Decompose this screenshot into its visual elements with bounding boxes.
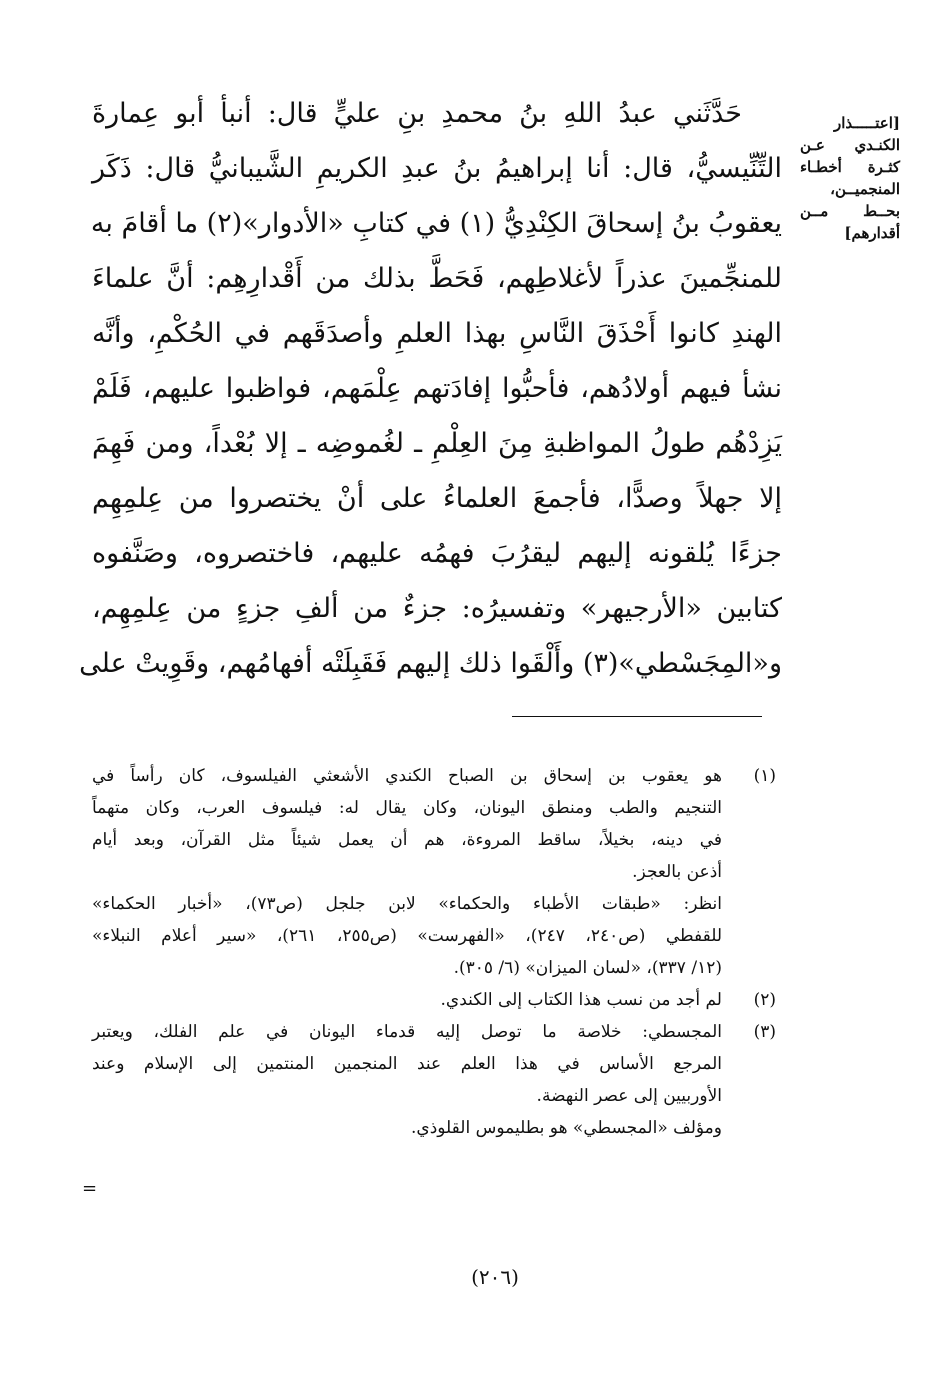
main-text-line: يعقوبُ بنُ إسحاقَ الكِنْدِيُّ (١) في كتابِ «الأدوار»(٢) ما أقامَ به bbox=[90, 208, 782, 239]
margin-note-line: الكنـدي عـن bbox=[800, 136, 900, 154]
main-text-line: الهندِ كانوا أَحْذَقَ النَّاسِ بهذا العلمِ وأصدَقَهم في الحُكْمِ، وأنَّه bbox=[92, 318, 782, 349]
margin-note-line: كثـرة أخطـاء bbox=[800, 158, 900, 176]
footnote-line: ومؤلف «المجسطي» هو بطليموس القلوذي. bbox=[410, 1118, 722, 1138]
main-text-line: حَدَّثَني عبدُ اللهِ بنُ محمدِ بنِ عليٍّ قال: أنبأ أبو عِمارةَ bbox=[92, 98, 742, 129]
footnote-2 bbox=[92, 984, 782, 1016]
footnote-line: الأوربيين إلى عصر النهضة. bbox=[536, 1086, 722, 1106]
main-text-line: إلا جهلاً وصدًّا، فأجمعَ العلماءُ على أنْ يختصروا من عِلمِهِم bbox=[92, 483, 782, 514]
footnote-3 bbox=[92, 1016, 782, 1144]
footnote-number: (٢) bbox=[753, 990, 776, 1010]
margin-note-line: المنجميــن، bbox=[830, 180, 900, 198]
main-text-line: يَزِدْهُم طولُ المواظبةِ مِنَ العِلْمِ ـ لغُموضِه ـ إلا بُعْداً، ومن فَهِمَ bbox=[92, 428, 782, 459]
footnote-line: للقفطي (ص٢٤٠، ٢٤٧)، «الفهرست» (ص٢٥٥، ٢٦١)، «سير أعلام النبلاء» bbox=[92, 926, 722, 946]
main-text bbox=[79, 86, 782, 691]
footnote-separator bbox=[512, 716, 762, 717]
footnote-line: هو يعقوب بن إسحاق بن الصباح الكندي الأشعثي الفيلسوف، كان رأساً في bbox=[92, 766, 722, 786]
footnote-line: المرجع الأساس في هذا العلم عند المنجمين المنتمين إلى الإسلام وعند bbox=[92, 1054, 722, 1074]
main-text-line: كتابين «الأرجيهر» وتفسيرُه: جزءٌ من ألفِ جزءٍ من عِلمِهِم، bbox=[92, 593, 782, 624]
margin-note bbox=[800, 112, 900, 244]
footnote-number: (١) bbox=[753, 766, 776, 786]
continuation-mark: = bbox=[82, 1178, 98, 1199]
main-text-line: و«المِجَسْطي»(٣) وأَلْقَوا ذلك إليهم فَقَبِلَتْه أفهامُهم، وقَوِيتْ على bbox=[79, 648, 782, 679]
footnote-line: في دينه، بخيلاً، ساقط المروءة، هم أن يعمل شيئاً مثل القرآن، وبعد أيام bbox=[92, 830, 722, 850]
margin-note-line: أقدارهم] bbox=[844, 224, 900, 242]
main-text-line: التِّنِّيسيُّ، قال: أنا إبراهيمُ بنُ عبدِ الكريمِ الشَّيبانيُّ قال: ذَكَر bbox=[92, 153, 782, 184]
margin-note-line: [اعتـــــذار bbox=[834, 114, 900, 132]
footnote-1 bbox=[92, 760, 782, 984]
footnotes bbox=[92, 760, 782, 1144]
footnote-line: (١٢/ ٣٣٧)، «لسان الميزان» (٦/ ٣٠٥). bbox=[453, 958, 722, 978]
footnote-line: المجسطي: خلاصة ما توصل إليه قدماء اليونان في علم الفلك، ويعتبر bbox=[92, 1022, 722, 1042]
footnote-line: التنجيم والطب ومنطق اليونان، وكان يقال له: فيلسوف العرب، وكان متهماً bbox=[92, 798, 722, 818]
main-text-line: جزءًا يُلقونه إليهم ليقرُبَ فهمُه عليهم، فاختصروه، وصَنَّفوه bbox=[92, 538, 782, 569]
page-number: (٢٠٦) bbox=[471, 1265, 519, 1289]
main-text-line: نشأ فيهم أولادُهم، فأحبُّوا إفادَتهم عِلْمَهم، فواظبوا عليهم، فَلَمْ bbox=[92, 373, 782, 404]
footnote-number: (٣) bbox=[753, 1022, 776, 1042]
footnote-line: انظر: «طبقات الأطباء والحكماء» لابن جلجل (ص٧٣)، «أخبار الحكماء» bbox=[92, 894, 722, 914]
footnote-line: لم أجد من نسب هذا الكتاب إلى الكندي. bbox=[440, 990, 722, 1010]
margin-note-line: بحــط مــن bbox=[800, 202, 900, 220]
main-text-line: للمنجِّمينَ عذراً لأغلاطِهم، فَحَطَّ بذلك من أَقْدارِهِم: أنَّ علماءَ bbox=[92, 263, 782, 294]
footnote-line: أذعن بالعجز. bbox=[632, 862, 722, 882]
